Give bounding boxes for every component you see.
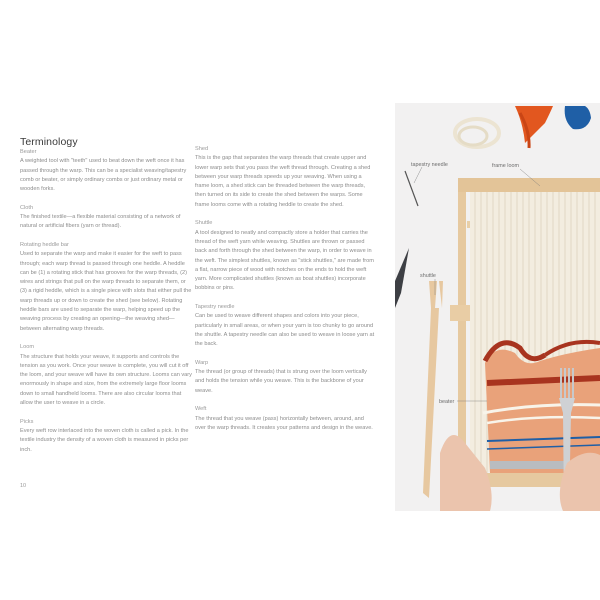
term-label: Loom — [20, 344, 34, 351]
term-definition: This is the gap that separates the warp threads that create upper and lower warp sets that you pass the weft thread through. Creating a shed between your warp threads speeds up your weaving. When using a frame loom, a shed stick can be threaded between the warp threads, then turned on its side to create the shed between the warps. Some frame looms come with a rotating heddle to create the shed. — [195, 155, 371, 208]
term-definition: A weighted tool with "teeth" used to beat down the weft once it has passed through the warp. This can be a specialist weaving/tapestry comb or beater, or simply ordinary combs or just ordinary metal or wooden forks. — [20, 158, 187, 193]
term-label: Shuttle — [195, 220, 213, 227]
term-definition: The finished textile—a flexible material consisting of a network of natural or artificial fibers (yarn or thread). — [20, 214, 181, 230]
term-label: Shed — [195, 146, 209, 152]
term-label: Picks — [20, 418, 34, 425]
term-definition: Can be used to weave different shapes and colors into your piece, particularly in small areas, or when your yarn is too chunky to go around the shuttle. A tapestry needle can also be used to weave in loose yarn at the back. — [195, 313, 375, 348]
term-definition: The thread (or group of threads) that is strung over the loom vertically and holds the tension while you weave. This is the backbone of your weave. — [195, 369, 367, 394]
term-label: Cloth — [20, 204, 34, 211]
glossary-entry-beater — [20, 148, 192, 194]
glossary-entry-rotating-heddle-bar — [20, 241, 192, 334]
label-beater: beater — [439, 399, 455, 405]
glossary-entry-shuttle — [195, 219, 375, 293]
term-label: Rotating heddle bar — [20, 241, 69, 248]
woven-tapestry-icon — [483, 342, 600, 473]
glossary-entry-warp — [195, 359, 375, 396]
weaving-loom-photo — [395, 103, 600, 511]
term-definition: The structure that holds your weave, it supports and controls the tension as you work. Once your weave is complete, you will cut it off the loom, and your weave will have its own structure. Looms can vary enormously in shape and size, from the extremely large floor looms down to small handheld looms. There are also circular looms that allow the user to weave in a circle. — [20, 353, 192, 407]
term-definition: The thread that you weave (pass) horizontally between, around, and over the warp threads. It creates your patterns and design in the weave. — [195, 415, 373, 431]
glossary-entry-shed — [195, 145, 375, 210]
term-label: Beater — [20, 149, 37, 155]
glossary-entry-loom — [20, 343, 192, 408]
glossary-entry-weft — [195, 405, 375, 433]
term-definition: A tool designed to neatly and compactly store a holder that carries the thread of the weft yarn while weaving. Shuttles are thrown or passed back and forth through the shed between the warp, in order to weave in the weft. The simplest shuttles, known as "stick shuttles," are made from a flat, narrow piece of wood with notches on the ends to hold the weft yarn. More complicated shuttles (known as boat shuttles) incorporate bobbins or pins. — [195, 229, 374, 292]
page-title: Terminology — [20, 136, 78, 148]
term-label: Tapestry needle — [195, 304, 235, 311]
term-label: Weft — [195, 406, 207, 413]
terminology-column-right — [195, 145, 375, 443]
glossary-entry-tapestry-needle — [195, 303, 375, 349]
glossary-entry-picks — [20, 418, 192, 455]
label-shuttle: shuttle — [420, 273, 436, 279]
label-tapestry-needle: tapestry needle — [411, 162, 448, 168]
glossary-entry-cloth — [20, 204, 192, 232]
page-number: 10 — [20, 483, 27, 489]
label-frame-loom: frame loom — [492, 163, 519, 169]
terminology-column-left — [20, 148, 192, 464]
term-definition: Every weft row interlaced into the woven cloth is called a pick. In the textile industry the density of a woven cloth is measured in picks per inch. — [20, 427, 189, 453]
term-definition: Used to separate the warp and make it easier for the weft to pass through; each warp thread is passed through one heddle. A heddle can be (1) a rotating stick that has grooves for the warp threads, (2) wires and strings that pull on the warp threads to separate them, or (3) a rigid heddle, which is a single piece with slots that either pull the warp threads up or down to create the shed (see below). Rotating heddle bars are used to separate the warp, helping speed up the weaving process by creating an opening—the weaving shed—between alternating warp threads. — [20, 251, 192, 332]
term-label: Warp — [195, 359, 209, 366]
